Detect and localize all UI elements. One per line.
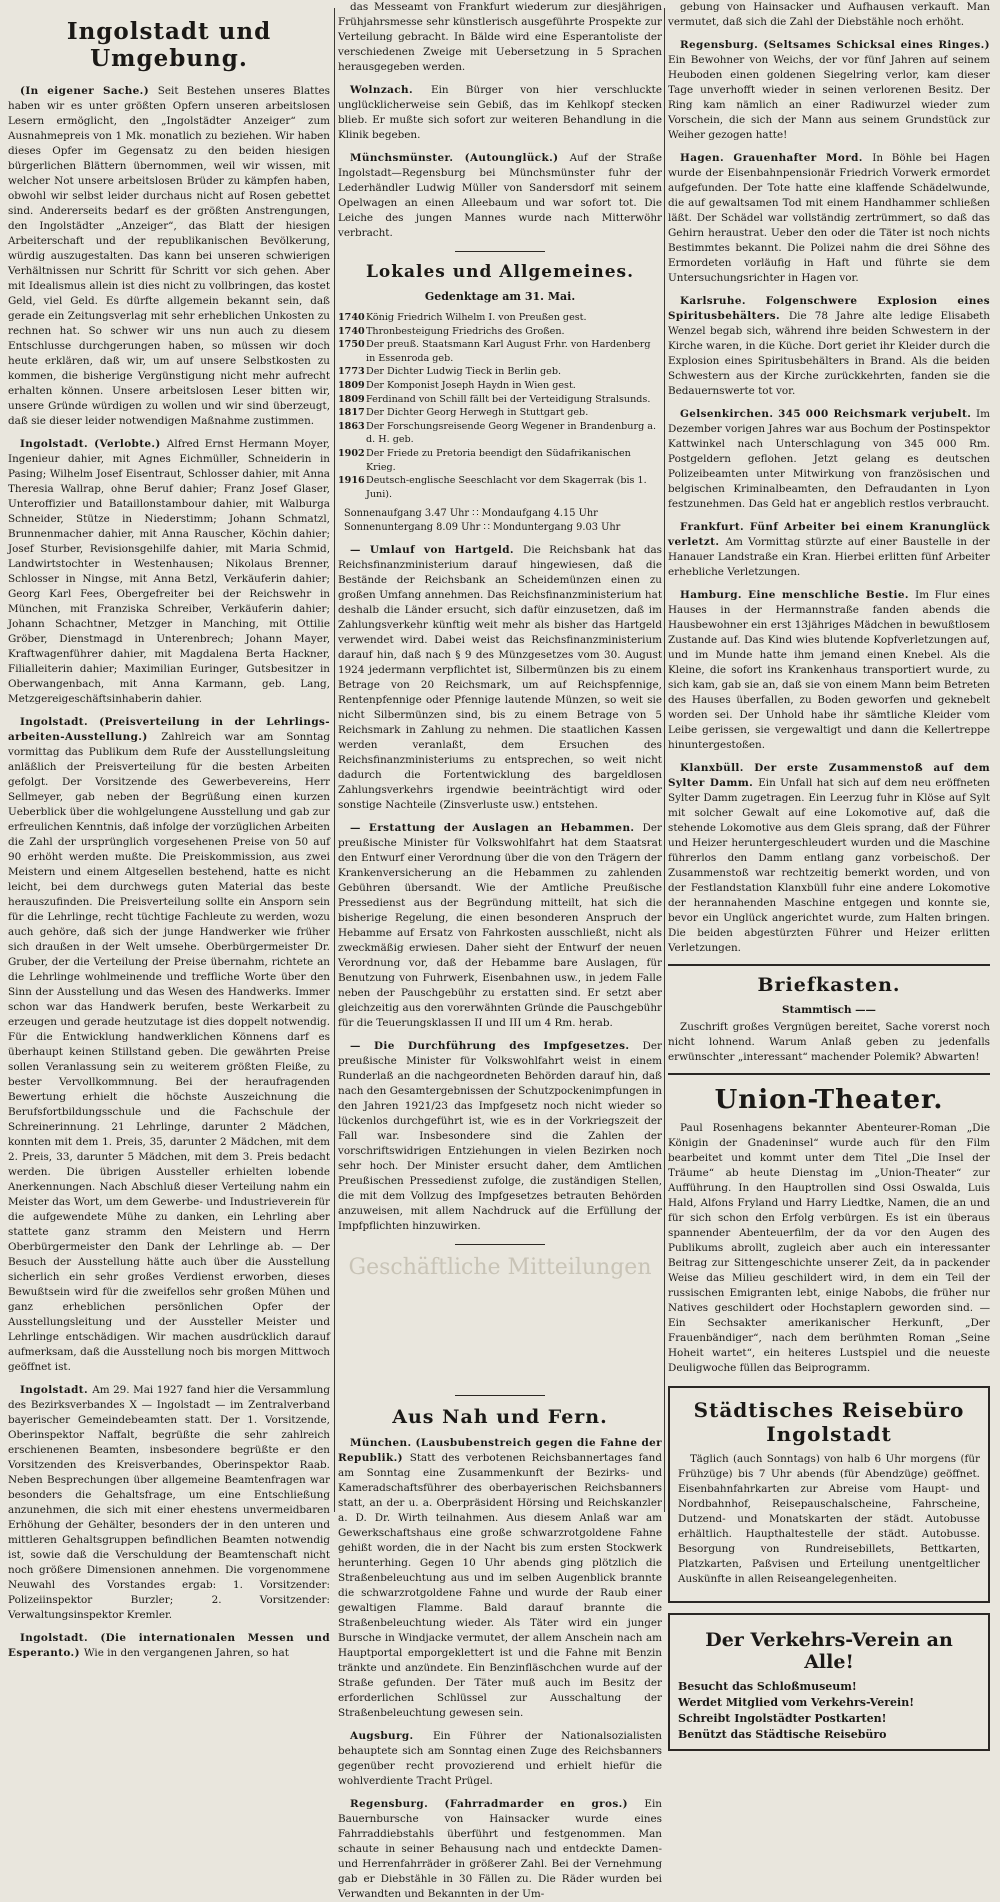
gedenktage-list	[338, 311, 662, 501]
union-theater-title: Union-Theater.	[714, 1085, 944, 1115]
article-head: Wolnzach.	[350, 84, 431, 96]
article-body: Ein Bewohner von Weichs, der vor fünf Jahren auf seinem Heuboden einen goldenen Siegelring verlor, kam dieser Tage unverhofft wieder in seinen verlorenen Besitz. Der Ring kam nämlich an einer Radiwurzel wieder zum Vorschein, die sich der Mann aus seinem Grundstück zur Weiher gezogen hatte!	[668, 54, 990, 141]
article-head: Gelsenkirchen. 345 000 Reichsmark verjubelt.	[680, 408, 977, 420]
article-head: Augsburg.	[350, 1729, 433, 1742]
article-body: Ein Bürger von hier verschluckte unglücklicherweise sein Gebiß, das im Kehlkopf stecken blieb. Er mußte sich sofort zur weiteren Behandlung in die Klinik begeben.	[338, 84, 662, 141]
left-column	[8, 0, 331, 1659]
reisebuero-ad	[668, 1386, 990, 1603]
faint-bleedthrough-text: Geschäftliche Mitteilungen	[348, 1254, 652, 1280]
article-body: Ein Unfall hat sich auf dem neu eröffneten Sylter Damm zugetragen. Ein Leerzug fuhr in Klöse auf Sylt mit solcher Gewalt auf eine Lokomotive auf, daß die stehende Lokomotive aus dem Gleis sprang, daß der Führer und Heizer heruntergeschleudert wurden und die Maschine führerlos den Damm entlang ganz vorbeischoß. Der Zusammenstoß war rechtzeitig bemerkt worden, und von der Festlandstation Klanxbüll fuhr eine andere Lokomotive der herannahenden Maschine entgegen und konnte sie, bevor ein Unglück angerichtet wurde, zum Halten bringen. Die beiden abgestürzten Führer und Heizer erlitten Verletzungen.	[668, 777, 990, 954]
article-paragraph	[338, 1039, 662, 1234]
gedenktag-item	[338, 447, 662, 474]
article-paragraph	[668, 520, 990, 580]
gedenktag-text: Der preuß. Staatsmann Karl August Frhr. von Hardenberg in Essenroda geb.	[366, 339, 651, 364]
article-body: das Messeamt von Frankfurt wiederum zur diesjährigen Frühjahrsmesse sehr künstlerisch ausgeführte Prospekte zur Verteilung gebracht. In Bälde wird eine Esperantoliste der verschiedenen Zweige mit Uebersetzung in 5 Sprachen herausgegeben werden.	[338, 1, 662, 73]
article-body: Alfred Ernst Hermann Moyer, Ingenieur dahier, mit Agnes Eichmüller, Schneiderin in Pasing; Wilhelm Josef Eisentraut, Schlosser dahier, mit Anna Theresia Wallrap, ohne Beruf dahier; Franz Josef Glaser, Unteroffizier und Bataillonstambour dahier, mit Walburga Schneider, Stütze in Niederstimm; Johann Schmatzl, Brunnenmacher dahier, mit Anna Rauscher, Köchin dahier; Josef Sturber, Revisionsgehilfe dahier, mit Maria Schmid, Landwirtstochter in Westenhausen; Nikolaus Brenner, Schlosser in Ningse, mit Anna Betzl, Verkäuferin dahier; Georg Karl Fees, Obergefreiter bei der Reichswehr in München, mit Franziska Schreiber, Verkäuferin dahier; Johann Schachtner, Metzger in Manching, mit Ottilie Gröber, Dienstmagd in Unterenbrech; Johann Mayer, Kraftwagenführer dahier, mit Magdalena Berta Hackner, Filialleiterin dahier; Maximilian Euringer, Gutsbesitzer in Oberwangenbach, mit Anna Karmann, geb. Lang, Metzgereigeschäftsinhaberin dahier.	[8, 438, 330, 705]
gedenktag-text: Der Friede zu Pretoria beendigt den Südafrikanischen Krieg.	[366, 447, 631, 473]
divider	[455, 1395, 545, 1396]
article-head: München. (Lausbubenstreich gegen die Fahne der Republik.)	[338, 1436, 662, 1464]
right-column	[668, 0, 991, 1741]
gedenktag-text: Der Komponist Joseph Haydn in Wien gest.	[366, 379, 576, 391]
divider	[668, 964, 990, 966]
gedenktag-text: König Friedrich Wilhelm I. von Preußen gest.	[366, 312, 587, 323]
article-head: Ingolstadt. (Die internationalen Messen und Esperanto.)	[8, 1632, 330, 1659]
article-paragraph	[338, 1729, 662, 1789]
article-head: (In eigener Sache.)	[20, 85, 158, 97]
gedenktag-item	[338, 325, 662, 339]
verkehrsverein-title: Der Verkehrs-Verein an Alle!	[705, 1629, 953, 1673]
gedenktag-item	[338, 365, 662, 379]
article-head: — Erstattung der Auslagen an Hebammen.	[350, 821, 643, 834]
union-theater-body: Paul Rosenhagens bekannter Abenteurer-Roman „Die Königin der Gnadeninsel“ wurde auch für den Film bearbeitet und kommt unter dem Titel „Die Insel der Träume“ ab heute Dienstag im „Union-Theater“ zur Aufführung. In den Hauptrollen sind Ossi Oswalda, Luis Hald, Alfons Fryland und Harry Liedtke, Namen, die an und für sich schon den Erfolg verbürgen. Es ist ein überaus spannender Abenteuerfilm, der da vor den Augen des Publikums abrollt, zugleich aber auch ein interessanter Beitrag zur Sittengeschichte unserer Zeit, da in packender Weise das Milieu geschildert wird, in dem ein Teil der russischen Emigranten lebt, einige Nabobs, die früher nur Natives geschildert oder Hochstaplern geworden sind. — Ein Sechsakter amerikanischer Herkunft, „Der Frauenbändiger“, nach dem berühmten Roman „Seine Hoheit wartet“, ein heiteres Lustspiel und die neueste Deuligwoche füllen das Beiprogramm.	[668, 1122, 990, 1374]
gedenktag-year: 1817	[338, 407, 365, 419]
column-rule	[664, 8, 665, 1512]
gedenktag-text: Der Dichter Georg Herwegh in Stuttgart geb.	[366, 407, 589, 419]
article-paragraph	[668, 761, 990, 956]
gedenktag-item	[338, 393, 662, 407]
gedenktage-title: Gedenktage am 31. Mai.	[424, 290, 576, 303]
article-body: Im Dezember vorigen Jahres war aus Bochum der Postinspektor Kattwinkel nach Unterschlagung von 345 000 Rm. Postgeldern geflohen. Jetzt gelang es deutschen Polizeibeamten unter Mitwirkung von französischen und belgischen Kriminalbeamten, den Defraudanten in Lyon festzunehmen. Das Geld hat er angeblich restlos verbraucht.	[668, 408, 990, 510]
verkehrsverein-line: Werdet Mitglied vom Verkehrs-Verein!	[678, 1696, 915, 1709]
gedenktag-item	[338, 338, 662, 365]
divider	[455, 251, 545, 252]
gedenktag-item	[338, 406, 662, 420]
article-paragraph	[668, 38, 990, 143]
article-body: Seit Bestehen unseres Blattes haben wir es unter größten Opfern unseren arbeitslosen Lesern ermöglicht, den „Ingolstädter Anzeiger“ zum Ausnahmepreis von 1 Mk. monatlich zu beziehen. Wir haben dieses Opfer im Gegensatz zu den beiden hiesigen bürgerlichen Blättern übernommen, weil wir wissen, mit welcher Not unsere arbeitslosen Brüder zu kämpfen haben, obwohl wir selbst leider durchaus nicht auf Rosen gebettet sind. Andererseits bedarf es der größten Anstrengungen, den Ingolstädter „Anzeiger“, das Blatt der hiesigen Arbeiterschaft und der republikanischen Bevölkerung, würdig auszugestalten. Das kann bei unseren schwierigen Verhältnissen nur Schritt für Schritt vor sich gehen. Aber mit Idealismus allein ist dies nicht zu vollbringen, das kostet Geld, viel Geld. Es dürfte allgemein bekannt sein, daß gerade ein Zeitungsverlag mit sehr erheblichen Unkosten zu rechnen hat. So schwer wir uns nun auch zu diesem Entschlusse durchgerungen haben, so müssen wir doch heute erklären, daß wir, um auf unsere Selbstkosten zu kommen, die bisherige Vergünstigung nicht mehr aufrecht erhalten können. Unsere arbeitslosen Leser bitten wir, unsere Gründe würdigen zu wollen und wir sind überzeugt, daß sie dieser leider notwendigen Maßnahme zustimmen.	[8, 85, 330, 427]
verkehrsverein-line: Besucht das Schloßmuseum!	[678, 1680, 857, 1693]
verkehrsverein-ad	[668, 1613, 990, 1751]
article-paragraph	[668, 151, 990, 286]
gedenktag-item	[338, 420, 662, 447]
reisebuero-title: Städtisches Reisebüro Ingolstadt	[693, 1398, 965, 1446]
article-head: — Umlauf von Hartgeld.	[350, 543, 523, 556]
gedenktag-text: Deutsch-englische Seeschlacht vor dem Skagerrak (bis 1. Juni).	[366, 475, 647, 500]
article-paragraph	[338, 821, 662, 1031]
article-paragraph	[8, 715, 330, 1375]
section-title-aus-nah-und-fern: Aus Nah und Fern.	[392, 1405, 608, 1428]
section-title-ingolstadt: Ingolstadt und Umgebung.	[66, 18, 272, 72]
article-head: Frankfurt. Fünf Arbeiter bei einem Kranunglück verletzt.	[668, 521, 990, 548]
article-head: Ingolstadt. (Preisverteilung in der Lehrlings-arbeiten-Ausstellung.)	[8, 716, 330, 743]
article-paragraph	[668, 407, 990, 512]
verkehrsverein-line: Schreibt Ingolstädter Postkarten!	[678, 1712, 887, 1725]
article-body: Wie in den vergangenen Jahren, so hat	[83, 1647, 289, 1659]
briefkasten-subtitle: Stammtisch ——	[782, 1004, 876, 1016]
article-paragraph	[8, 1631, 330, 1661]
gedenktag-year: 1809	[338, 393, 365, 405]
reisebuero-body: Täglich (auch Sonntags) von halb 6 Uhr morgens (für Frühzüge) bis 7 Uhr abends (für Abendzüge) geöffnet. Eisenbahnfahrkarten zur Abreise vom Haupt- und Nordbahnhof, Reisepauschalscheine, Fahrscheine, Dutzend- und Monatskarten der städt. Autobusse erhältlich. Haupthaltestelle der städt. Autobusse. Besorgung von Rundreisebillets, Bettkarten, Platzkarten, Paßvisen und Erteilung unentgeltlicher Auskünfte in allen Reiseangelegenheiten.	[678, 1453, 980, 1585]
verkehrsverein-line: Benützt das Städtische Reisebüro	[678, 1728, 887, 1741]
article-paragraph	[338, 1797, 662, 1902]
section-title-briefkasten: Briefkasten.	[757, 974, 901, 996]
article-paragraph	[338, 1436, 662, 1721]
article-body: Am 29. Mai 1927 fand hier die Versammlung des Bezirksverbandes X — Ingolstadt — im Zentralverband bayerischer Gemeindebeamten statt. Der 1. Vorsitzende, Oberinspektor Naffalt, begrüßte die sehr zahlreich erschienenen Beamten, insbesondere begrüßte er den Vorsitzenden des Kreisverbandes, Oberinspektor Raab. Neben Besprechungen über allgemeine Beamtenfragen war besonders die Gehaltsfrage, um eine Entschließung anzunehmen, die sich mit einer ehestens unvermeidbaren Erhöhung der Gehälter, besonders der in den unteren und mittleren Gehaltsgruppen befindlichen Beamten notwendig ist, sowie daß die Verschuldung der Beamtenschaft nicht noch größere Dimensionen annehmen. Die vorgenommene Neuwahl des Vorstandes ergab: 1. Vorsitzender: Polizeiinspektor Burzler; 2. Vorsitzender: Verwaltungsinspektor Kremler.	[8, 1384, 331, 1621]
right-articles	[668, 0, 990, 956]
gedenktag-text: Der Forschungsreisende Georg Wegener in Brandenburg a. d. H. geb.	[366, 420, 657, 446]
article-paragraph	[668, 294, 990, 399]
article-head: Münchsmünster. (Autounglück.)	[350, 152, 570, 164]
gedenktag-year: 1740	[338, 325, 365, 337]
gedenktag-text: Thronbesteigung Friedrichs des Großen.	[366, 325, 565, 337]
article-paragraph	[338, 151, 662, 241]
gedenktag-year: 1809	[338, 379, 365, 391]
gedenktag-year: 1750	[338, 339, 365, 351]
gedenktag-year: 1916	[338, 475, 365, 487]
article-head: Hagen. Grauenhafter Mord.	[680, 152, 873, 164]
article-head: — Die Durchführung des Impfgesetzes.	[350, 1039, 643, 1052]
article-body: Ein Bauernbursche von Hainsacker wurde eines Fahrraddiebstahls überführt und festgenommen. Man schaute in seiner Behausung nach und entdeckte Damen- und Herrenfahrräder in größerer Zahl. Bei der Vernehmung gab er Diebstähle in 30 Fällen zu. Die Räder wurden bei Verwandten und Bekannten in der Um-	[338, 1797, 662, 1900]
gedenktag-item	[338, 474, 662, 501]
gedenktag-item	[338, 311, 662, 325]
article-paragraph	[668, 0, 990, 30]
middle-ausnah-articles	[338, 1436, 662, 1902]
article-head: Hamburg. Eine menschliche Bestie.	[680, 589, 916, 601]
gedenktag-text: Ferdinand von Schill fällt bei der Verteidigung Stralsunds.	[366, 393, 651, 405]
article-head: Ingolstadt.	[20, 1384, 93, 1396]
article-body: Im Flur eines Hauses in der Hermannstraße fanden abends die Hausbewohner ein erst 13jähriges Mädchen in bewußtlosem Zustande auf. Das Kind wies blutende Kopfverletzungen auf, und im Munde hatte ihm jemand einen Knebel. Als die Kleine, die sofort ins Krankenhaus transportiert wurde, zu sich kam, gab sie an, daß sie von einem Mann beim Betreten des Hauses überfallen, zu Boden geworfen und geknebelt worden sei. Der Unhold habe ihr sämtliche Kleider vom Leibe gerissen, sie vergewaltigt und dann die Kellertreppe hinuntergestoßen.	[668, 589, 990, 751]
middle-intro-articles	[338, 0, 662, 241]
left-articles	[8, 84, 330, 1661]
middle-column	[338, 0, 662, 1900]
article-body: Statt des verbotenen Reichsbannertages fand am Sonntag eine Zusammenkunft der Bezirks- und Kameradschaftsführer des oberbayerischen Reichsbanners statt, an der u. a. Oberpräsident Hörsing und Reichskanzler a. D. Dr. Wirth teilnahmen. Aus diesem Anlaß war am Gewerkschaftshaus eine große schwarzrotgoldene Fahne gehißt worden, die in der Nacht bis zum ersten Stockwerk herunterhing. Gegen 10 Uhr abends ging plötzlich die Straßenbeleuchtung aus und im selben Augenblick brannte die schwarzrotgoldene Fahne und wurde der Raub einer gewaltigen Flamme. Bald darauf brannte die Straßenbeleuchtung wieder. Als Täter wird ein junger Bursche in Windjacke vermutet, der allem Anschein nach am Hauptportal emporgeklettert ist und die Fahne mit Benzin tränkte und anzündete. Ein Benzinfläschchen wurde auf der Straße gefunden. Der Täter muß auch im Besitz der erforderlichen Schlüssel zur Ausschaltung der Straßenbeleuchtung gewesen sein.	[338, 1451, 662, 1719]
briefkasten-body: Zuschrift großes Vergnügen bereitet, Sache vorerst noch nicht lohnend. Warum Anlaß geben zu jedenfalls erwünschter „interessant“ machender Polemik? Abwarten!	[668, 1021, 990, 1063]
article-body: Auf der Straße Ingolstadt—Regensburg bei Münchsmünster fuhr der Lederhändler Ludwig Müller von Sandersdorf mit seinem Opelwagen an einen Alleebaum und war sofort tot. Die Leiche des jungen Mannes wurde nach Mitterwöhr verbracht.	[338, 152, 662, 239]
gedenktag-year: 1773	[338, 366, 365, 378]
article-paragraph	[8, 437, 330, 707]
article-body: Der preußische Minister für Volkswohlfahrt weist in einem Runderlaß an die nachgeordneten Behörden darauf hin, daß nach den Gesamtergebnissen der Schutzpockenimpfungen in den Jahren 1921/23 das Impfgesetz noch nicht wieder so lückenlos durchgeführt ist, wie es in der Vorkriegszeit der Fall war. Insbesondere sind die Zahlen der vorschriftswidrigen Entziehungen in vielen Bezirken noch sehr hoch. Der Minister ersucht daher, dem Amtlichen Preußischen Pressedienst zufolge, die zuständigen Stellen, die mit dem Vollzug des Impfgesetzes betrauten Behörden anzuweisen, mit allem Nachdruck auf die Erfüllung der Impfpflichten hinzuwirken.	[338, 1039, 662, 1232]
article-paragraph	[338, 543, 662, 813]
article-body: Die 78 Jahre alte ledige Elisabeth Wenzel begab sich, während ihre beiden Schwestern in der Kirche waren, in die Küche. Dort geriet ihr Kleider durch die Explosion eines Spiritusbehälters in Brand. Als die beiden Schwestern aus der Kirche zurückkehrten, fanden sie die Bedauernswerte tot vor.	[668, 310, 990, 397]
article-paragraph	[668, 588, 990, 753]
gedenktag-year: 1740	[338, 312, 365, 323]
gedenktag-year: 1863	[338, 420, 365, 432]
article-head: Regensburg. (Fahrradmarder en gros.)	[350, 1797, 645, 1810]
gedenktag-text: Der Dichter Ludwig Tieck in Berlin geb.	[366, 366, 562, 378]
article-paragraph	[8, 84, 330, 429]
article-body: gebung von Hainsacker und Aufhausen verkauft. Man vermutet, daß sich die Zahl der Diebstähle noch erhöht.	[668, 1, 990, 28]
sun-line-2: Sonnenuntergang 8.09 Uhr ∷ Monduntergang 9.03 Uhr	[344, 521, 621, 533]
verkehrsverein-lines	[678, 1679, 980, 1743]
gedenktag-item	[338, 379, 662, 393]
article-paragraph	[338, 0, 662, 75]
sun-moon-times	[344, 507, 662, 534]
article-body: Ein Führer der Nationalsozialisten behauptete sich am Sonntag einen Zuge des Reichsbanners gegenüber recht provozierend und erhielt hiefür die wohlverdiente Tracht Prügel.	[338, 1729, 662, 1787]
section-title-lokales: Lokales und Allgemeines.	[365, 262, 635, 282]
article-body: Am Vormittag stürzte auf einer Baustelle in der Hanauer Landstraße ein Kran. Hierbei erlitten fünf Arbeiter erhebliche Verletzungen.	[668, 536, 991, 578]
article-body: Zahlreich war am Sonntag vormittag das Publikum dem Rufe der Ausstellungsleitung anläßlich der Preisverteilung für die besten Arbeiten gefolgt. Der Vorsitzende des Gewerbevereins, Herr Sellmeyer, gab neben der Begrüßung einen kurzen Ueberblick über die wohlgelungene Ausstellung und gab zur erfreulichen Kenntnis, daß infolge der vorzüglichen Arbeiten die Zahl der ursprünglich vorgesehenen Preise von 50 auf 90 erhöht werden mußte. Die Preiskommission, aus zwei Meistern und einem Altgesellen bestehend, hatte es nicht leicht, bei dem durchwegs guten Material das beste herauszufinden. Die Preisverteilung sollte ein Ansporn sein für die Lehrlinge, recht tüchtige Fachleute zu werden, wozu auch gehöre, daß sich der junge Handwerker wie früher sich draußen in der Welt umsehe. Oberbürgermeister Dr. Gruber, der die Verteilung der Preise übernahm, richtete an die Lehrlinge wohlmeinende und treffliche Worte über den Sinn der Ausstellung und das Wesen des Handwerks. Immer schon war das Handwerk berufen, beste Werkarbeit zu erzeugen und gerade heutzutage ist dies doppelt notwendig. Für die Entwicklung handwerklichen Könnens darf es überhaupt keinen Stillstand geben. Die gewährten Preise sollen Veranlassung sein zu weiterem größten Fleiße, zu bester Vervollkommnung. Bei der heraufragenden Bewertung erhielt die höchste Auszeichnung die Berufsfortbildungsschule und die Fachschule der Schreinerinnung. 21 Lehrlinge, darunter 2 Mädchen, konnten mit dem 1. Preis, 35, darunter 2 Mädchen, mit dem 2. Preis, 33, darunter 5 Mädchen, mit dem 3. Preis bedacht werden. Die übrigen Aussteller erhielten lobende Anerkennungen. Nach Abschluß dieser Verteilung nahm ein Meister das Wort, um dem Gewerbe- und Industrieverein für die aufgewendete Mühe zu danken, ein Lehrling aber stattete ganz stramm den Meistern und Herrn Oberbürgermeister den Dank der Lehrlinge ab. — Der Besuch der Ausstellung hätte auch über die Ausstellung sicherlich ein sehr großes Verdienst erworben, dieses Bewußtsein wird für die zweifellos sehr großen Mühen und ganz erheblichen persönlichen Opfer der Ausstellungsleitung und der Aussteller Meister und Lehrlinge entschädigen. Wir machen ausdrücklich darauf aufmerksam, daß die Ausstellung noch bis morgen Mittwoch geöffnet ist.	[8, 731, 330, 1373]
article-paragraph	[8, 1383, 330, 1623]
article-head: Ingolstadt. (Verlobte.)	[20, 438, 167, 450]
divider	[455, 1244, 545, 1245]
article-paragraph	[338, 83, 662, 143]
column-rule	[334, 8, 335, 1512]
sun-line-1: Sonnenaufgang 3.47 Uhr ∷ Mondaufgang 4.15 Uhr	[344, 508, 598, 520]
article-body: Der preußische Minister für Volkswohlfahrt hat dem Staatsrat den Entwurf einer Verordnung über die von den Trägern der Krankenversicherung an die Hebammen zu zahlenden Gebühren übersandt. Wie der Amtliche Preußische Pressedienst aus der Begründung mitteilt, hat sich die bisherige Regelung, die einen besonderen Anspruch der Hebamme auf Ersatz von Fahrkosten ausschließt, nicht als zweckmäßig erwiesen. Daher sieht der Entwurf der neuen Verordnung vor, daß der Hebamme bare Auslagen, für Benutzung von Fuhrwerk, Eisenbahnen usw., in jedem Falle neben der Pauschgebühr zu erstatten sind. Er setzt aber gleichzeitig aus den vorerwähnten Gründe die Pauschgebühr für die Teuerungsklassen II und III um 4 Rm. herab.	[338, 821, 662, 1029]
article-head: Klanxbüll. Der erste Zusammenstoß auf dem Sylter Damm.	[668, 762, 990, 789]
article-head: Regensburg. (Seltsames Schicksal eines Ringes.)	[680, 39, 990, 51]
gedenktag-year: 1902	[338, 447, 365, 459]
article-body: Die Reichsbank hat das Reichsfinanzministerium darauf hingewiesen, daß die Bestände der Reichsbank an Scheidemünzen einen zu großen Umfang annehmen. Das Reichsfinanzministerium hat deshalb die Länder ersucht, sich dafür einzusetzen, daß im Zahlungsverkehr künftig weit mehr als bisher das Hartgeld verwendet wird. Dabei weist das Reichsfinanzministerium darauf hin, daß nach § 9 des Münzgesetzes vom 30. August 1924 jedermann verpflichtet ist, Silbermünzen bis zu einem Betrage von 20 Reichsmark, um auf Reichspfennige, Rentenpfennige oder Pfennige lautende Münzen, so weit sie nicht Silbermünzen sind, bis zu einem Betrage von 5 Reichsmark in Zahlung zu nehmen. Die staatlichen Kassen werden veranlaßt, dem Ersuchen des Reichsfinanzministeriums zu entsprechen, so weit nicht dadurch die Fortentwicklung des bargeldlosen Zahlungsverkehrs irgendwie beeinträchtigt wird oder sonstige Nachteile (Zinsverluste usw.) entstehen.	[338, 543, 662, 811]
article-head: Karlsruhe. Folgenschwere Explosion eines Spiritusbehälters.	[668, 295, 990, 322]
article-body: In Böhle bei Hagen wurde der Eisenbahnpensionär Friedrich Vorwerk ermordet aufgefunden. Der Tote hatte eine klaffende Schädelwunde, die auf gewaltsamen Tod mit einem Handhammer schließen läßt. Der Schädel war vollständig zertrümmert, so daß das Gehirn heraustrat. Ueber den oder die Täter ist noch nichts Bestimmtes bekannt. Die Polizei nahm die drei Söhne des Ermordeten vorläufig in Haft und führte sie dem Untersuchungsrichter in Hagen vor.	[668, 152, 990, 284]
divider	[668, 1073, 990, 1075]
middle-lokales-articles	[338, 543, 662, 1234]
